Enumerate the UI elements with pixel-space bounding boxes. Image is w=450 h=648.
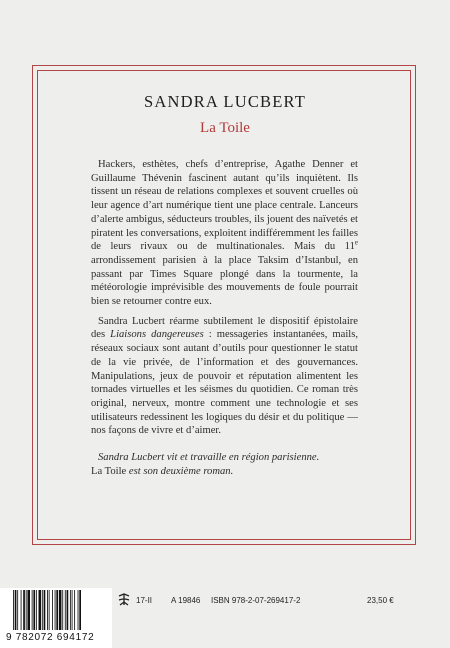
barcode-bar [33, 590, 35, 630]
barcode-bar [65, 590, 66, 630]
barcode-bar [49, 590, 50, 630]
barcode-bar [42, 590, 43, 630]
barcode-bar [59, 590, 62, 630]
barcode-bar [67, 590, 69, 630]
barcode-bar [52, 590, 53, 630]
blurb-paragraph-2: Sandra Lucbert réarme subtilement le dispositif épistolaire des Liaisons dangereuses : messageries instantanées, mails, réseaux sociaux sont autant d’outils pour questionner le statut de la vie privée, de l’information et des gouvernances. Manipulations, jeux de pouvoir et réputation alimentent les tornades virtuelles et les séismes du quotidien. Ce roman très original, nerveux, montre comment une technologie et ses utilisateurs redessinent les logiques du désir et du politique — nos façons de vivre et d’aimer. [91, 315, 358, 437]
imprint-line [118, 596, 418, 610]
barcode-bar [62, 590, 63, 630]
blurb-text [91, 158, 358, 478]
barcode-bar [26, 590, 27, 630]
barcode-bar [17, 590, 18, 630]
book-title: La Toile [200, 120, 250, 136]
author-note-line-2: La Toile est son deuxième roman. [91, 465, 234, 477]
barcode-number: 9 782072 694172 [6, 632, 95, 643]
barcode-bar [32, 590, 33, 630]
imprint-code-2: A 19846 [171, 596, 201, 605]
barcode-bar [47, 590, 48, 630]
barcode-bar [15, 590, 17, 630]
barcode-bar [78, 590, 79, 630]
author-note-line-1: Sandra Lucbert vit et travaille en région parisienne. [98, 452, 320, 464]
barcode-icon [12, 590, 108, 632]
price: 23,50 € [367, 596, 394, 605]
barcode-bar [74, 590, 75, 630]
barcode-bar [36, 590, 37, 630]
author-name: SANDRA LUCBERT [143, 92, 307, 111]
barcode-bar [39, 590, 42, 630]
barcode-bar [70, 590, 71, 630]
barcode-bar [72, 590, 73, 630]
barcode-bar [21, 590, 22, 630]
imprint-code-1: 17-II [136, 596, 153, 605]
barcode-bar [55, 590, 56, 630]
barcode-bar [23, 590, 25, 630]
blurb-paragraph-1: Hackers, esthètes, chefs d’entreprise, Agathe Denner et Guillaume Thévenin fascinent autant qu’ils inquiètent. Ils tissent un réseau de relations complexes et souvent cruelles où leur agence d’art numérique tient une place centrale. Lanceurs d’alerte ambigus, séducteurs troubles, ils jouent des naïvetés et piratent les conversations, exploitent indifféremment les failles de leurs rivaux ou de multinationales. Mais du 11e arrondissement parisien à la place Taksim d’Istanbul, en passant par Times Square plongé dans la tourmente, la météorologie imprévisible des mouvements de foule pourrait bien se retourner contre eux. [91, 159, 358, 308]
barcode-bar [27, 590, 30, 630]
barcode-bar [79, 590, 81, 630]
isbn: ISBN 978-2-07-269417-2 [211, 596, 301, 605]
barcode-bar [56, 590, 58, 630]
barcode-bar [13, 590, 14, 630]
barcode-bar [44, 590, 46, 630]
